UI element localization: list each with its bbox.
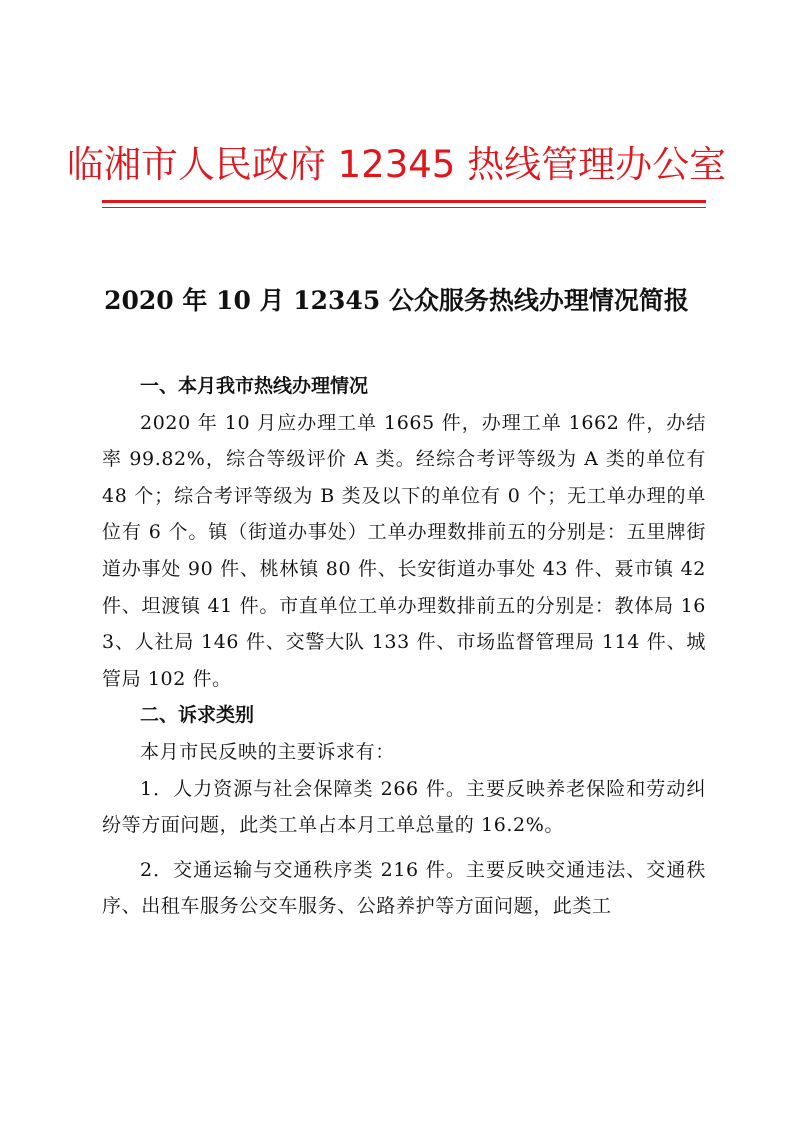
document-body [102,368,706,925]
section-1-paragraph-1: 2020 年 10 月应办理工单 1665 件，办理工单 1662 件，办结率 99.82%，综合等级评价 A 类。经综合考评等级为 A 类的单位有 48 个；综合考评等级为 B 类及以下的单位有 0 个；无工单办理的单位有 6 个。镇（街道办事处）工单办理数排前五的分别是：五里牌街道办事处 90 件、桃林镇 80 件、长安街道办事处 43 件、聂市镇 42 件、坦渡镇 41 件。市直单位工单办理数排前五的分别是：教体局 163、人社局 146 件、交警大队 133 件、市场监督管理局 114 件、城管局 102 件。 [102,411,706,690]
section-2-paragraph-3: 2．交通运输与交通秩序类 216 件。主要反映交通违法、交通秩序、出租车服务公交车服务、公路养护等方面问题，此类工 [102,858,706,918]
masthead-title: 临湘市人民政府 12345 热线管理办公室 [66,143,727,186]
masthead-rule-thin [102,207,706,208]
section-heading-1: 一、本月我市热线办理情况 [140,375,369,397]
section-2-paragraph-1: 本月市民反映的主要诉求有： [140,740,395,763]
masthead-rule-thick [102,200,706,203]
paragraph-spacer [102,844,706,852]
section-heading-2: 二、诉求类别 [140,704,255,727]
document-title: 2020 年 10 月 12345 公众服务热线办理情况简报 [104,286,689,315]
section-2-paragraph-2: 1．人力资源与社会保障类 266 件。主要反映养老保险和劳动纠纷等方面问题，此类工单占本月工单总量的 16.2%。 [102,777,706,837]
